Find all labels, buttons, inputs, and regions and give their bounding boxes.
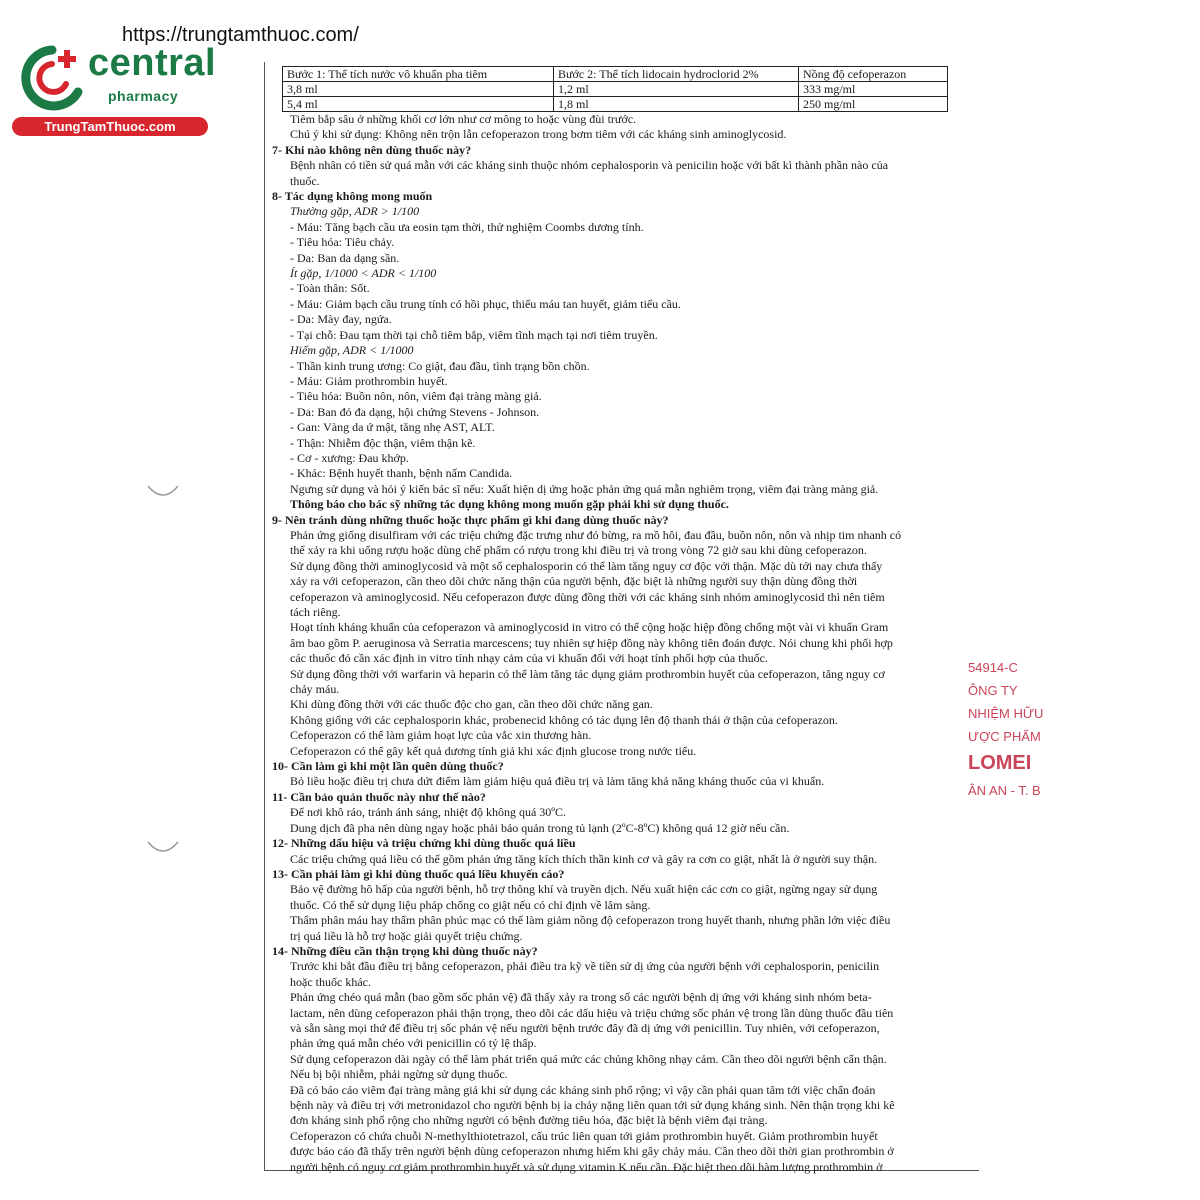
table-header-cell: Bước 1: Thể tích nước vô khuẩn pha tiêm bbox=[283, 67, 554, 82]
text-line: thuốc. Có thể sử dụng liệu pháp chống co giật nếu có chỉ định về lâm sàng. bbox=[290, 897, 651, 912]
section-heading: 8- Tác dụng không mong muốn bbox=[272, 189, 433, 204]
text-line: Trước khi bắt đầu điều trị bằng cefoperazon, phải điều tra kỹ về tiền sử dị ứng của người bệnh với cephalosporin, penicilin bbox=[290, 959, 880, 974]
text-line: trị quá liều là hỗ trợ hoặc giải quyết triệu chứng. bbox=[290, 928, 523, 943]
text-line: Ngưng sử dụng và hỏi ý kiến bác sĩ nếu: Xuất hiện dị ứng hoặc phản ứng quá mẫn nghiêm trọng, viêm đại tràng màng giả. bbox=[290, 481, 879, 496]
stamp-text: 54914-C bbox=[968, 660, 1018, 675]
text-line: thể xảy ra khi uống rượu hoặc dùng chế phẩm có rượu trong khi điều trị và trong vòng 72 giờ sau khi dùng cefoperazon. bbox=[290, 543, 867, 558]
text-line: Phản ứng giống disulfiram với các triệu chứng đặc trưng như đỏ bừng, ra mồ hôi, đau đầu, buồn nôn, nôn và nhịp tim nhanh có bbox=[290, 527, 902, 542]
punch-hole-mark bbox=[146, 838, 180, 858]
section-heading: 11- Cần bảo quản thuốc này như thế nào? bbox=[272, 789, 486, 804]
text-line: Tiêm bắp sâu ở những khối cơ lớn như cơ mông to hoặc vùng đùi trước. bbox=[290, 112, 637, 126]
text-line: Bảo vệ đường hô hấp của người bệnh, hỗ trợ thông khí và truyền dịch. Nếu xuất hiện các cơn co giật, ngừng ngay sử dụng bbox=[290, 882, 878, 897]
text-line: Sử dụng đồng thời aminoglycosid và một số cephalosporin có thể làm tăng nguy cơ độc với thận. Mặc dù tới nay chưa thấy bbox=[290, 558, 883, 573]
text-line: xảy ra với cefoperazon, cần theo dõi chức năng thận của người bệnh, đặc biệt là những người suy thận dùng đồng thời bbox=[290, 574, 858, 589]
text-line: - Toàn thân: Sốt. bbox=[290, 281, 370, 296]
text-line: - Tại chỗ: Đau tạm thời tại chỗ tiêm bắp, viêm tĩnh mạch tại nơi tiêm truyền. bbox=[290, 327, 658, 342]
table-cell: 1,8 ml bbox=[554, 97, 799, 112]
section-heading: 7- Khi nào không nên dùng thuốc này? bbox=[272, 142, 472, 157]
brand-website-badge: TrungTamThuoc.com bbox=[12, 117, 208, 136]
dilution-table bbox=[282, 66, 948, 112]
text-line: Cefoperazon có chứa chuỗi N-methylthiotetrazol, cấu trúc liên quan tới giảm prothrombin huyết. Giảm prothrombin huyết bbox=[290, 1128, 878, 1143]
text-line: - Tiêu hóa: Tiêu chảy. bbox=[290, 235, 395, 250]
text-line: Sử dụng cefoperazon dài ngày có thể làm phát triển quá mức các chủng không nhạy cảm. Cần theo dõi người bệnh cẩn thận. bbox=[290, 1051, 887, 1066]
text-line: đơn kháng sinh phổ rộng cho những người có bệnh đường tiêu hóa, đặc biệt là bệnh viêm đại tràng. bbox=[290, 1113, 768, 1128]
stamp-text: ƯỢC PHẨM bbox=[968, 729, 1041, 744]
text-line: Hoạt tính kháng khuẩn của cefoperazon và aminoglycosid in vitro có thể cộng hoặc hiệp đồng chống một vài vi khuẩn Gram bbox=[290, 620, 889, 635]
section-heading: 10- Cần làm gì khi một lần quên dùng thuốc? bbox=[272, 759, 504, 774]
text-line: Cefoperazon có thể gây kết quả dương tính giả khi xác định glucose trong nước tiểu. bbox=[290, 743, 697, 758]
text-line: Nếu bị bội nhiễm, phải ngừng sử dụng thuốc. bbox=[290, 1067, 508, 1082]
leaflet-content bbox=[272, 66, 972, 1175]
text-line: Thông báo cho bác sỹ những tác dụng không mong muốn gặp phải khi sử dụng thuốc. bbox=[290, 497, 729, 512]
text-line: phản ứng quá mẫn chéo với penicillin có tỷ lệ thấp. bbox=[290, 1036, 537, 1051]
stamp-text: NHIỆM HỮU bbox=[968, 706, 1044, 721]
text-line: - Da: Mày đay, ngứa. bbox=[290, 312, 392, 327]
text-line: bệnh này và điều trị với metronidazol cho người bệnh bị ỉa chảy nặng liên quan tới sử dụng kháng sinh. Nên thận trọng khi kê bbox=[290, 1098, 895, 1112]
text-line: tách riêng. bbox=[290, 605, 341, 619]
text-line: hoặc thuốc khác. bbox=[290, 974, 371, 989]
company-stamp bbox=[968, 660, 1048, 820]
table-row bbox=[283, 82, 948, 97]
text-line: Để nơi khô ráo, tránh ánh sáng, nhiệt độ không quá 30ºC. bbox=[290, 805, 567, 820]
text-line: Bệnh nhân có tiền sử quá mẫn với các kháng sinh thuộc nhóm cephalosporin và penicilin hoặc với bất kì thành phần nào của bbox=[290, 158, 889, 173]
section-heading: 9- Nên tránh dùng những thuốc hoặc thực phẩm gì khi đang dùng thuốc này? bbox=[272, 512, 669, 527]
text-line: Đã có báo cáo viêm đại tràng màng giả khi sử dụng các kháng sinh phổ rộng; vì vậy cần phải quan tâm tới việc chẩn đoán bbox=[290, 1082, 876, 1097]
text-line: - Thần kinh trung ương: Co giật, đau đầu, tình trạng bồn chồn. bbox=[290, 358, 590, 373]
text-line: Khi dùng đồng thời với các thuốc độc cho gan, cần theo dõi chức năng gan. bbox=[290, 697, 653, 712]
text-line: Không giống với các cephalosporin khác, probenecid không có tác dụng lên độ thanh thải ở thận của cefoperazon. bbox=[290, 712, 838, 727]
text-line: - Máu: Giảm prothrombin huyết. bbox=[290, 373, 448, 388]
text-line: Bỏ liều hoặc điều trị chưa dứt điểm làm giảm hiệu quả điều trị và làm tăng khả năng kháng thuốc của vi khuẩn. bbox=[290, 774, 825, 789]
site-url: https://trungtamthuoc.com/ bbox=[122, 24, 359, 46]
text-line: Các triệu chứng quá liều có thể gồm phản ứng tăng kích thích thần kinh cơ và gây ra cơn co giật, nhất là ở người suy thận. bbox=[290, 851, 878, 866]
section-heading: 14- Những điều cần thận trọng khi dùng thuốc này? bbox=[272, 943, 538, 958]
central-pharmacy-logo bbox=[12, 40, 222, 140]
table-header-cell: Bước 2: Thể tích lidocain hydroclorid 2% bbox=[554, 67, 799, 82]
text-line: - Máu: Tăng bạch cầu ưa eosin tạm thời, thử nghiệm Coombs dương tính. bbox=[290, 219, 644, 234]
text-line: người bệnh có nguy cơ giảm prothrombin huyết và sử dụng vitamin K nếu cần. Đặc biệt theo dõi hàm lượng prothrombin ở bbox=[290, 1159, 883, 1174]
table-cell: 3,8 ml bbox=[283, 82, 554, 97]
table-cell: 5,4 ml bbox=[283, 97, 554, 112]
text-line: - Da: Ban da dạng sần. bbox=[290, 250, 400, 265]
text-line: - Gan: Vàng da ứ mật, tăng nhẹ AST, ALT. bbox=[290, 420, 495, 435]
text-line: Hiếm gặp, ADR < 1/1000 bbox=[290, 343, 414, 358]
stamp-text: LOMEI bbox=[968, 752, 1032, 774]
text-line: Phản ứng chéo quá mẫn (bao gồm sốc phản vệ) đã thấy xảy ra trong số các người bệnh dị ứng với kháng sinh nhóm beta- bbox=[290, 990, 872, 1005]
table-header-cell: Nồng độ cefoperazon bbox=[799, 67, 948, 82]
text-line: được báo cáo đã thấy trên người bệnh dùng cefoperazon nhưng hiếm khi gây chảy máu. Cần theo dõi thời gian prothrombin ở bbox=[290, 1144, 894, 1159]
text-line: âm bao gồm P. aeruginosa và Serratia marcescens; tuy nhiên sự hiệp đồng này không tiên đoán được. Nói chung khi phối hợp bbox=[290, 635, 893, 650]
leaflet-text bbox=[272, 112, 972, 1175]
text-line: - Cơ - xương: Đau khớp. bbox=[290, 450, 409, 465]
brand-subtitle: pharmacy bbox=[108, 88, 179, 104]
text-line: - Thận: Nhiễm độc thận, viêm thận kẽ. bbox=[290, 435, 476, 450]
text-line: cefoperazon và aminoglycosid. Nếu cefoperazon được dùng đồng thời với các kháng sinh nhóm aminoglycosid thì nên tiêm bbox=[290, 589, 885, 604]
text-line: Ít gặp, 1/1000 < ADR < 1/100 bbox=[290, 266, 437, 281]
section-heading: 12- Những dấu hiệu và triệu chứng khi dùng thuốc quá liều bbox=[272, 836, 576, 851]
text-line: và sẵn sàng mọi thứ để điều trị sốc phản vệ nếu người bệnh trước đây đã dị ứng với penicillin. Tuy nhiên, với cefoperazon, bbox=[290, 1020, 880, 1035]
table-cell: 333 mg/ml bbox=[799, 82, 948, 97]
text-line: Cefoperazon có thể làm giảm hoạt lực của vắc xin thương hàn. bbox=[290, 728, 592, 743]
stamp-text: ÂN AN - T. B bbox=[968, 783, 1041, 798]
text-line: Thường gặp, ADR > 1/100 bbox=[290, 204, 420, 219]
text-line: chảy máu. bbox=[290, 682, 340, 697]
text-line: Dung dịch đã pha nên dùng ngay hoặc phải bảo quản trong tủ lạnh (2ºC-8ºC) không quá 12 giờ nếu cần. bbox=[290, 820, 790, 835]
text-line: - Máu: Giảm bạch cầu trung tính có hồi phục, thiếu máu tan huyết, giảm tiểu cầu. bbox=[290, 296, 681, 311]
stamp-text: ÔNG TY bbox=[968, 683, 1018, 698]
text-line: - Da: Ban đỏ đa dạng, hội chứng Stevens - Johnson. bbox=[290, 404, 540, 419]
punch-hole-mark bbox=[146, 482, 180, 502]
text-line: thuốc. bbox=[290, 173, 320, 188]
text-line: các thuốc đó cần xác định in vitro tính nhạy cảm của vi khuẩn đối với hoạt tính phối hợp của thuốc. bbox=[290, 651, 768, 666]
table-header-row bbox=[283, 67, 948, 82]
table-cell: 250 mg/ml bbox=[799, 97, 948, 112]
text-line: - Khác: Bệnh huyết thanh, bệnh nấm Candida. bbox=[290, 466, 513, 481]
text-line: Chú ý khi sử dụng: Không nên trộn lẫn cefoperazon trong bơm tiêm với các kháng sinh aminoglycosid. bbox=[290, 127, 787, 142]
section-heading: 13- Cần phải làm gì khi dùng thuốc quá liều khuyến cáo? bbox=[272, 866, 565, 881]
pharmacy-logo-icon bbox=[12, 40, 92, 120]
text-line: - Tiêu hóa: Buồn nôn, nôn, viêm đại tràng màng giả. bbox=[290, 389, 542, 404]
text-line: Thẩm phân máu hay thẩm phân phúc mạc có thể làm giảm nồng độ cefoperazon trong huyết thanh, nhưng phần lớn việc điều bbox=[290, 913, 891, 928]
text-line: lactam, nên dùng cefoperazon phải thận trọng, theo dõi các dấu hiệu và triệu chứng sốc phản vệ trong lần dùng thuốc đầu tiên bbox=[290, 1005, 894, 1020]
table-cell: 1,2 ml bbox=[554, 82, 799, 97]
brand-name: central bbox=[88, 42, 217, 84]
text-line: Sử dụng đồng thời với warfarin và heparin có thể làm tăng tác dụng giảm prothrombin huyết của cefoperazon, tăng nguy cơ bbox=[290, 666, 885, 681]
table-row bbox=[283, 97, 948, 112]
